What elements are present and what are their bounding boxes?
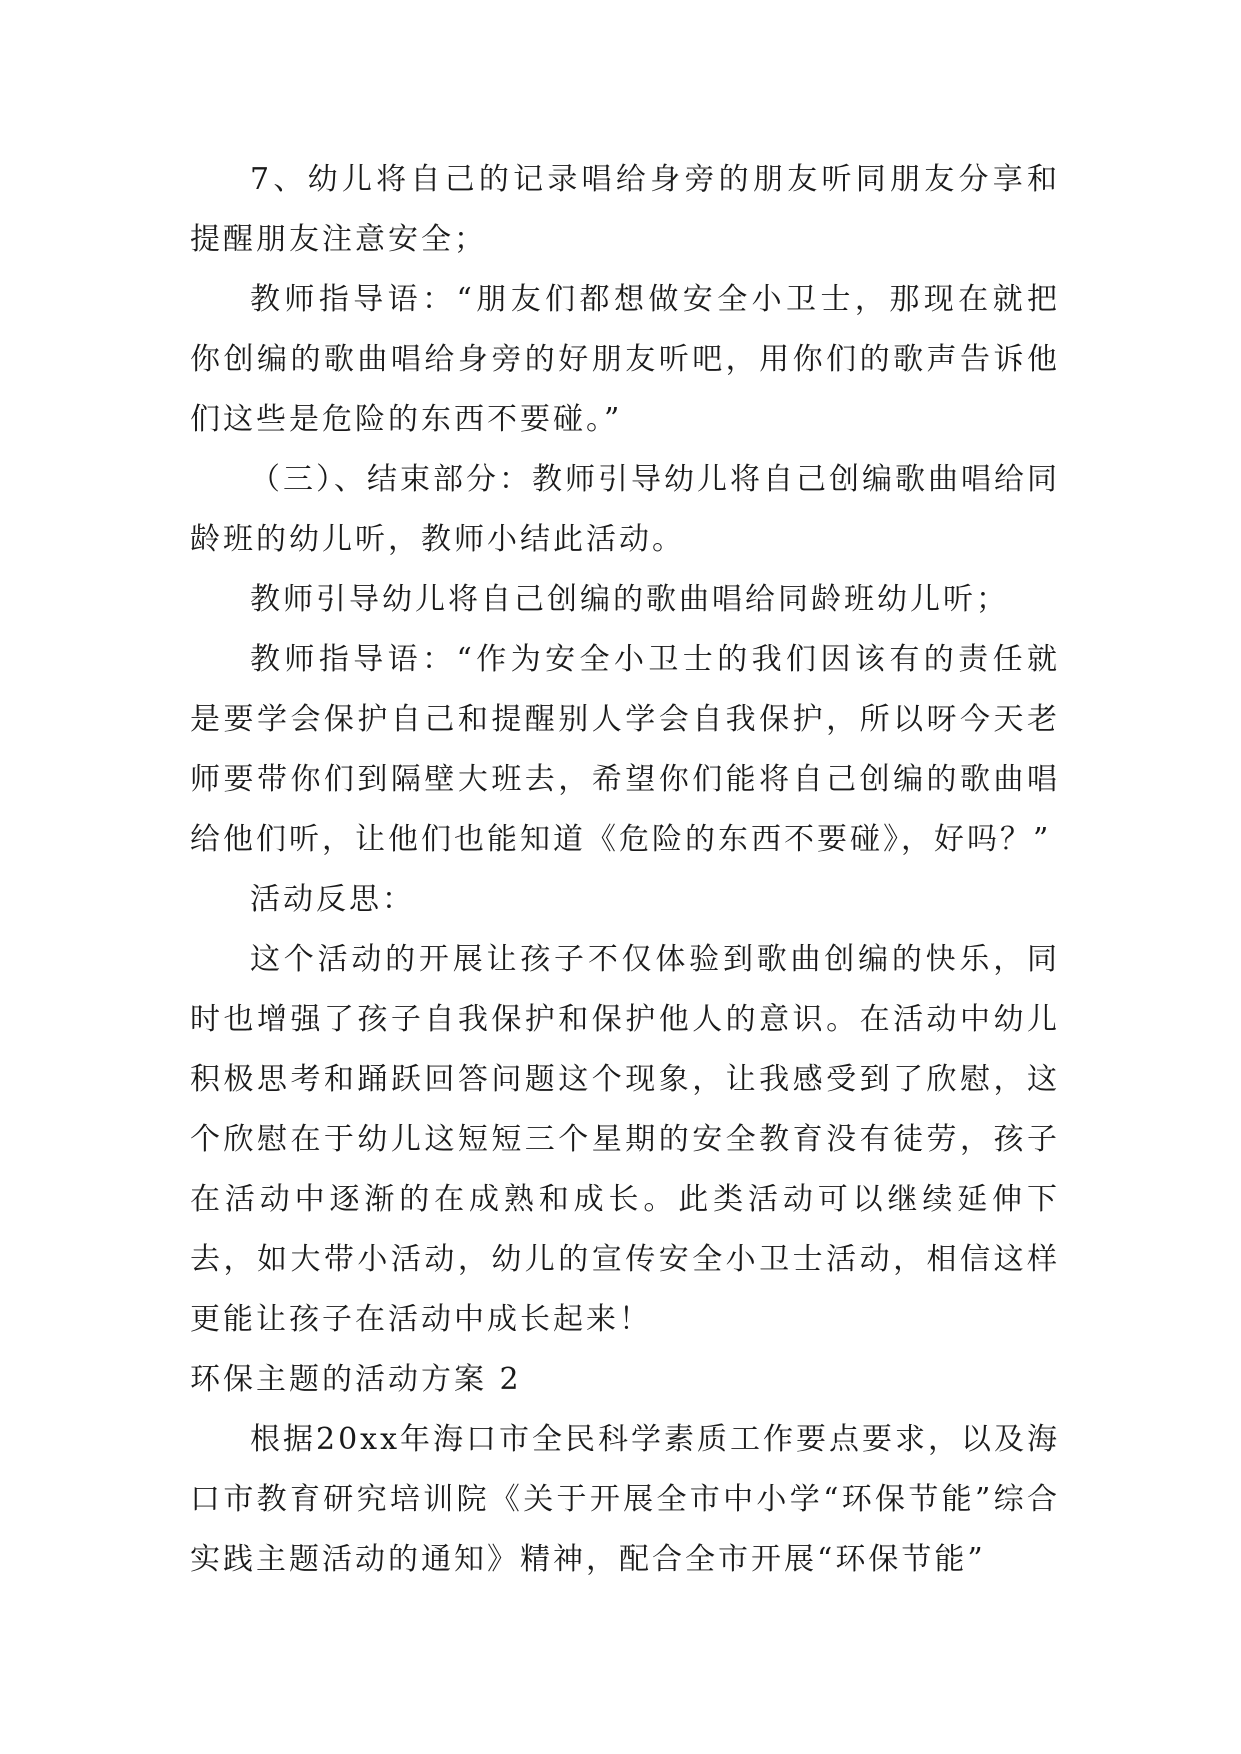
paragraph-plan-intro: 根据20xx年海口市全民科学素质工作要点要求，以及海口市教育研究培训院《关于开展全市中小学“环保节能”综合实践主题活动的通知》精神，配合全市开展“环保节能” xyxy=(190,1422,1061,1577)
paragraph-teacher-guide-1: 教师指导语：“朋友们都想做安全小卫士，那现在就把你创编的歌曲唱给身旁的好朋友听吧，用你们的歌声告诉他们这些是危险的东西不要碰。” xyxy=(190,282,1060,437)
paragraph-reflection-title: 活动反思： xyxy=(250,882,415,917)
paragraph-reflection-body: 这个活动的开展让孩子不仅体验到歌曲创编的快乐，同时也增强了孩子自我保护和保护他人的意识。在活动中幼儿积极思考和踊跃回答问题这个现象，让我感受到了欣慰，这个欣慰在于幼儿这短短三个星期的安全教育没有徒劳，孩子在活动中逐渐的在成熟和成长。此类活动可以继续延伸下去，如大带小活动，幼儿的宣传安全小卫士活动，相信这样更能让孩子在活动中成长起来！ xyxy=(190,942,1060,1337)
section-heading: 环保主题的活动方案 2 xyxy=(190,1362,522,1397)
paragraph-closing-section: （三）、结束部分：教师引导幼儿将自己创编歌曲唱给同龄班的幼儿听，教师小结此活动。 xyxy=(190,462,1060,557)
paragraph-teacher-leads: 教师引导幼儿将自己创编的歌曲唱给同龄班幼儿听； xyxy=(250,582,1009,617)
paragraph-teacher-guide-2: 教师指导语：“作为安全小卫士的我们因该有的责任就是要学会保护自己和提醒别人学会自我保护，所以呀今天老师要带你们到隔壁大班去，希望你们能将自己创编的歌曲唱给他们听，让他们也能知道《危险的东西不要碰》，好吗？” xyxy=(190,642,1060,857)
paragraph-step-7: 7、幼儿将自己的记录唱给身旁的朋友听同朋友分享和提醒朋友注意安全； xyxy=(190,162,1060,257)
document-page xyxy=(190,150,1060,1590)
